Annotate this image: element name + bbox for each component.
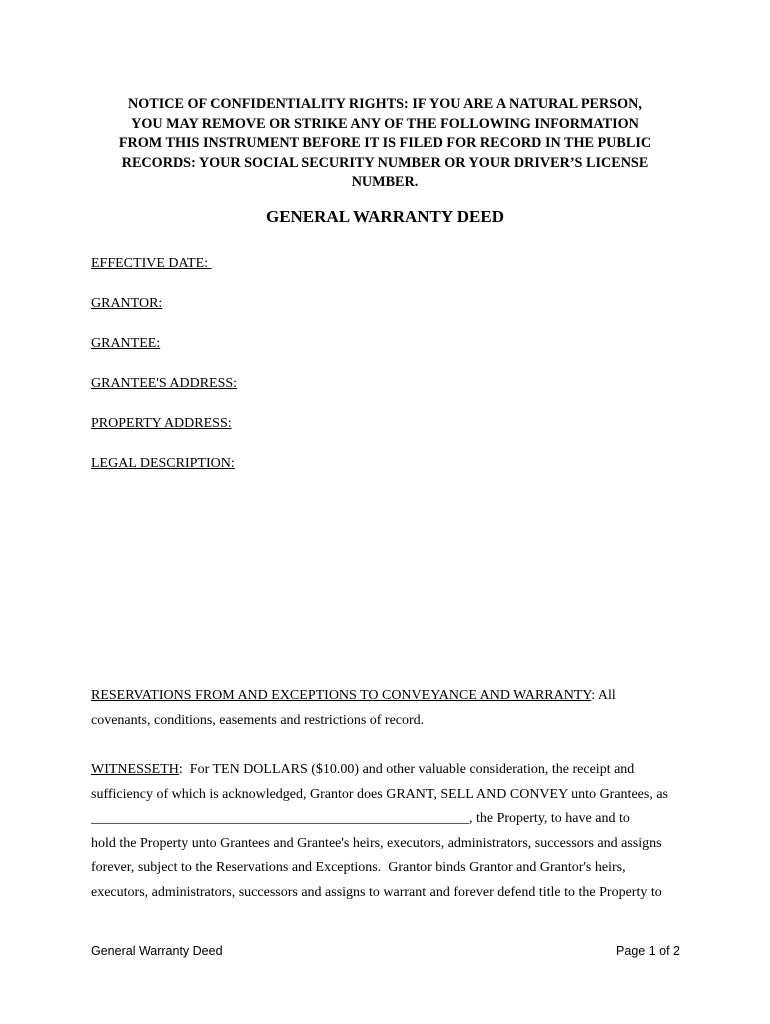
notice-line: YOU MAY REMOVE OR STRIKE ANY OF THE FOLLOWING INFORMATION <box>131 115 639 132</box>
grantor-label: GRANTOR: <box>91 296 163 311</box>
witnesseth-line-4: hold the Property unto Grantees and Grantee's heirs, executors, administrators, successors and assigns <box>91 835 662 851</box>
witnesseth-line-3: ______________________________________________________, the Property, to have and to <box>91 811 630 826</box>
witnesseth-paragraph <box>91 758 691 905</box>
grantee-label: GRANTEE: <box>91 336 161 351</box>
reservations-line-1-text: : All <box>591 688 616 703</box>
effective-date-label: EFFECTIVE DATE: <box>91 256 212 271</box>
notice-line: RECORDS: YOUR SOCIAL SECURITY NUMBER OR YOUR DRIVER’S LICENSE <box>121 154 649 171</box>
confidentiality-notice <box>90 95 680 193</box>
notice-line: NOTICE OF CONFIDENTIALITY RIGHTS: IF YOU ARE A NATURAL PERSON, <box>128 96 642 112</box>
witnesseth-line-5: forever, subject to the Reservations and Exceptions. Grantor binds Grantor and Grantor's heirs, <box>91 860 626 875</box>
notice-line: NUMBER. <box>351 174 419 190</box>
reservations-line-1 <box>91 684 691 709</box>
property-address-label: PROPERTY ADDRESS: <box>91 416 232 431</box>
witnesseth-line-6: executors, administrators, successors and assigns to warrant and forever defend title to the Property to <box>91 884 662 900</box>
grantee-address-label: GRANTEE'S ADDRESS: <box>91 376 238 391</box>
document-title: GENERAL WARRANTY DEED <box>265 207 505 226</box>
footer-document-title: General Warranty Deed <box>91 944 223 958</box>
notice-line: FROM THIS INSTRUMENT BEFORE IT IS FILED FOR RECORD IN THE PUBLIC <box>118 135 652 151</box>
witnesseth-line-1-text: : For TEN DOLLARS ($10.00) and other valuable consideration, the receipt and <box>178 762 635 777</box>
reservations-line-2: covenants, conditions, easements and restrictions of record. <box>91 712 425 728</box>
witnesseth-heading: WITNESSETH <box>91 762 179 777</box>
witnesseth-line-2: sufficiency of which is acknowledged, Grantor does GRANT, SELL AND CONVEY unto Grantees, as <box>91 786 668 802</box>
witnesseth-line-1 <box>91 758 691 783</box>
reservations-paragraph <box>91 684 691 733</box>
legal-description-label: LEGAL DESCRIPTION: <box>91 456 235 471</box>
footer-page-number: Page 1 of 2 <box>616 944 680 958</box>
reservations-heading: RESERVATIONS FROM AND EXCEPTIONS TO CONVEYANCE AND WARRANTY <box>91 688 592 703</box>
